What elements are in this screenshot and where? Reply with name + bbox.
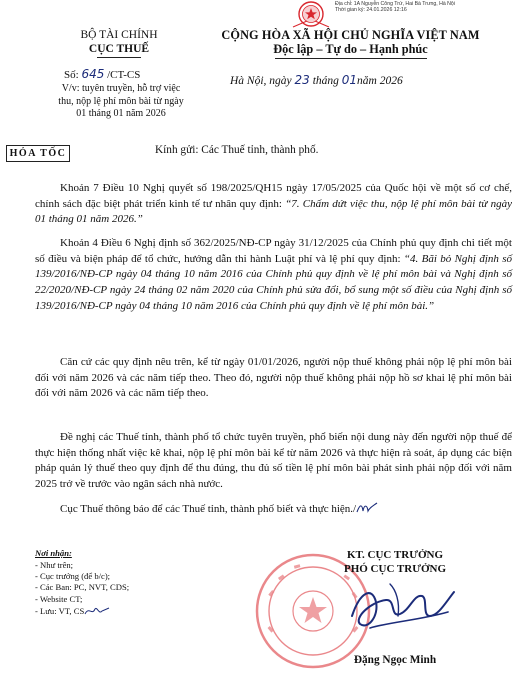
signature-address: Địa chỉ: 1A Nguyễn Công Trứ, Hai Bà Trưng, Hà Nội: [335, 1, 455, 7]
document-number: Số: 645 /CT-CS: [64, 67, 141, 81]
signer-title-1: KT. CỤC TRƯỞNG: [346, 549, 444, 561]
motto-underline: [275, 58, 427, 59]
signer-name: Đặng Ngọc Minh: [353, 654, 437, 666]
cc-list: [35, 560, 129, 617]
issuer-underline: [97, 57, 141, 58]
initials-mark-icon: [356, 502, 378, 514]
issuer-header: [44, 28, 194, 58]
body-paragraph-3: Căn cứ các quy định nêu trên, kể từ ngày 01/01/2026, người nộp thuế không phải nộp lệ phí môn bài đối với năm 2026 và các năm tiếp theo. Theo đó, người nộp thuế không phải nộp hồ sơ khai lệ phí môn bài đối với năm 2026 và các năm tiếp theo.: [35, 356, 512, 400]
body-paragraph-5: Cục Thuế thông báo để các Thuế tỉnh, thành phố biết và thực hiện./: [35, 502, 512, 518]
agency-name: CỤC THUẾ: [88, 43, 150, 55]
cc-item: - Cục trưởng (để b/c);: [35, 571, 111, 582]
signer-title-2: PHÓ CỤC TRƯỞNG: [343, 563, 447, 575]
issue-date: Hà Nội, ngày 23 tháng 01năm 2026: [230, 73, 403, 87]
ministry-name: BỘ TÀI CHÍNH: [80, 29, 158, 41]
urgency-stamp: HỎA TỐC: [6, 145, 70, 162]
document-subject: V/v: tuyên truyền, hỗ trợ việc thu, nộp lệ phí môn bài từ ngày 01 tháng 01 năm 2026: [58, 83, 184, 119]
digital-signature-info: [335, 1, 455, 13]
handwritten-signature-icon: [330, 572, 470, 642]
recipient-line: Kính gửi: Các Thuế tỉnh, thành phố.: [155, 144, 319, 156]
nation-motto: Độc lập – Tự do – Hạnh phúc: [273, 42, 428, 56]
cc-item: - Website CT;: [35, 593, 83, 604]
cc-item: - Các Ban: PC, NVT, CDS;: [35, 582, 130, 593]
signature-time: Thời gian ký: 24.01.2026 12:16: [335, 7, 407, 13]
national-header: [198, 28, 503, 59]
handwritten-day: 23: [294, 73, 310, 87]
nation-name: CỘNG HÒA XÃ HỘI CHỦ NGHĨA VIỆT NAM: [221, 28, 480, 42]
body-paragraph-4: Đề nghị các Thuế tỉnh, thành phố tổ chức tuyên truyền, phổ biến nội dung này đến người nộp thuế để thực hiện thống nhất việc kê khai, nộp lệ phí môn bài kể từ năm 2026 và thực hiện rà soát, áp dụng các biện pháp quản lý thuế theo quy định để thu đúng, thu đủ số tiền lệ phí môn bài phát sinh phải nộp đối với năm 2025 trở về trước vào ngân sách nhà nước.: [35, 431, 512, 491]
initials-mark-icon: [84, 605, 110, 617]
cc-item: - Lưu: VT, CS: [35, 605, 129, 617]
cc-item: - Như trên;: [35, 560, 74, 570]
handwritten-month: 01: [341, 73, 358, 87]
cc-title: Nơi nhận:: [35, 548, 72, 558]
handwritten-number: 645: [81, 67, 105, 81]
digital-signature-seal-icon: [287, 0, 335, 30]
body-paragraph-1: Khoản 7 Điều 10 Nghị quyết số 198/2025/QH15 ngày 17/05/2025 của Quốc hội về một số cơ chế, chính sách đặc biệt phát triển kinh tế tư nhân quy định: “7. Chấm dứt việc thu, nộp lệ phí môn bài từ ngày 01 tháng 01 năm 2026.”: [35, 182, 512, 226]
body-paragraph-2: Khoản 4 Điều 6 Nghị định số 362/2025/NĐ-CP ngày 31/12/2025 của Chính phủ quy định chi tiết một số điều và biện pháp để tổ chức, hướng dẫn thi hành Luật phí và lệ phí quy định: “4. Bãi bỏ Nghị định số 139/2016/NĐ-CP ngày 04 tháng 10 năm 2016 của Chính phủ quy định về lệ phí môn bài và Nghị định số 22/2020/NĐ-CP ngày 24 tháng 02 năm 2020 của Chính phủ sửa đổi, bổ sung một số điều của Nghị định số 139/2016/NĐ-CP ngày 04 tháng 10 năm 2016 của Chính phủ quy định về lệ phí môn bài.”: [35, 237, 513, 312]
